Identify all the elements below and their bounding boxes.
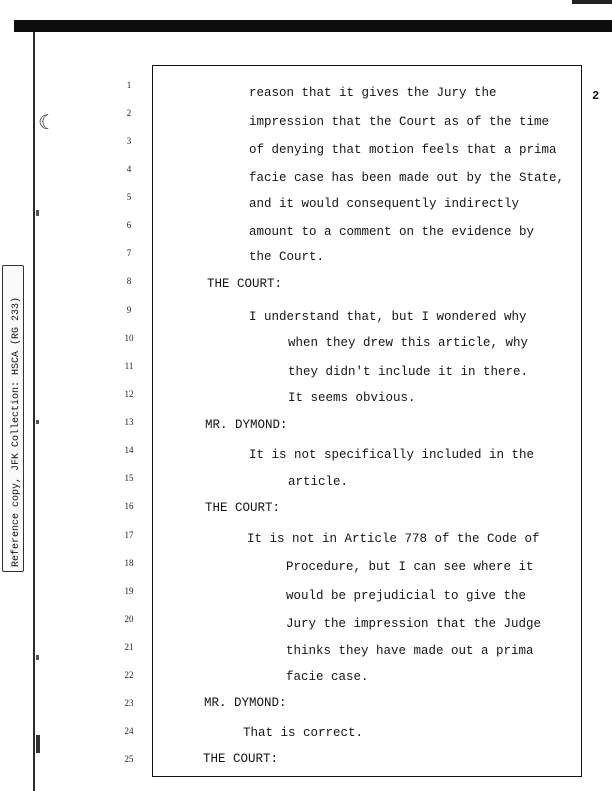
speaker-label: THE COURT: <box>203 752 279 766</box>
transcript-line: That is correct. <box>243 726 364 740</box>
line-number: 22 <box>124 670 134 680</box>
reference-stamp: Reference copy, JFK Collection: HSCA (RG 233) <box>11 296 22 567</box>
line-number: 20 <box>124 614 134 624</box>
line-number: 14 <box>124 445 134 455</box>
speaker-label: MR. DYMOND: <box>205 418 288 432</box>
scan-speck <box>36 655 39 660</box>
scan-speck <box>36 420 39 424</box>
speaker-label: MR. DYMOND: <box>204 696 287 710</box>
transcript-line: impression that the Court as of the time <box>249 115 550 129</box>
line-number: 19 <box>124 586 134 596</box>
line-number: 8 <box>126 276 132 286</box>
speaker-label: THE COURT: <box>207 277 283 291</box>
page-number: 2 <box>592 89 600 103</box>
transcript-line: reason that it gives the Jury the <box>249 86 497 100</box>
transcript-line: amount to a comment on the evidence by <box>249 225 535 239</box>
line-number: 25 <box>124 754 134 764</box>
speaker-label: THE COURT: <box>205 501 281 515</box>
line-number: 24 <box>124 726 134 736</box>
transcript-line: would be prejudicial to give the <box>286 589 527 603</box>
line-number: 17 <box>124 530 134 540</box>
top-border-bar <box>14 20 612 32</box>
line-number: 15 <box>124 473 134 483</box>
transcript-line: thinks they have made out a prima <box>286 644 534 658</box>
transcript-line: I understand that, but I wondered why <box>249 310 527 324</box>
line-number: 3 <box>126 136 132 146</box>
transcript-line: and it would consequently indirectly <box>249 197 520 211</box>
line-number: 18 <box>124 558 134 568</box>
line-number: 16 <box>124 501 134 511</box>
top-corner-mark <box>572 0 612 4</box>
line-number: 21 <box>124 642 134 652</box>
transcript-line: article. <box>288 475 349 489</box>
binder-hole-icon: ☾ <box>38 110 56 134</box>
line-number: 2 <box>126 108 132 118</box>
transcript-line: they didn't include it in there. <box>288 365 529 379</box>
line-number: 13 <box>124 417 134 427</box>
line-number: 6 <box>126 220 132 230</box>
line-number: 12 <box>124 389 134 399</box>
line-number: 11 <box>124 361 134 371</box>
line-number: 1 <box>126 80 132 90</box>
transcript-line: Procedure, but I can see where it <box>286 560 534 574</box>
line-number: 23 <box>124 698 134 708</box>
left-margin-rule <box>33 32 35 791</box>
line-number: 9 <box>126 305 132 315</box>
transcript-line: It is not in Article 778 of the Code of <box>247 532 540 546</box>
transcript-line: facie case. <box>286 670 369 684</box>
transcript-line: the Court. <box>249 250 325 264</box>
transcript-line: It seems obvious. <box>288 391 416 405</box>
transcript-line: of denying that motion feels that a prima <box>249 143 557 157</box>
line-number: 4 <box>126 164 132 174</box>
line-number: 7 <box>126 248 132 258</box>
transcript-line: when they drew this article, why <box>288 336 529 350</box>
scan-speck <box>36 735 40 753</box>
transcript-line: Jury the impression that the Judge <box>286 617 542 631</box>
transcript-line: facie case has been made out by the State, <box>249 171 565 185</box>
scan-speck <box>36 210 39 216</box>
line-number: 5 <box>126 192 132 202</box>
line-number: 10 <box>124 333 134 343</box>
transcript-line: It is not specifically included in the <box>249 448 535 462</box>
